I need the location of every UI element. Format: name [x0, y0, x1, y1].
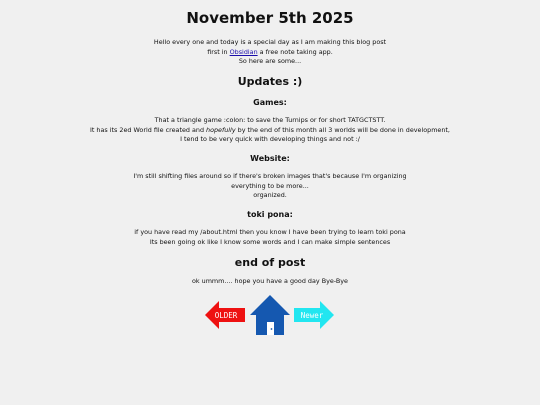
right-arrow-icon	[293, 300, 335, 330]
intro-line-1: Hello every one and today is a special day as I am making this blog post	[153, 38, 387, 46]
intro-line-2	[0, 48, 540, 58]
outro-paragraph	[0, 277, 540, 287]
toki-pona-line-2: Its been going ok like I know some words and I can make simple sentences	[149, 237, 391, 246]
left-arrow-icon	[204, 300, 246, 330]
games-line-2-emphasis: hopefully	[206, 125, 236, 134]
games-line-3: I tend to be very quick with developing things and not :/	[180, 135, 360, 144]
page-title: November 5th 2025	[186, 9, 354, 27]
outro-line: ok ummm.... hope you have a good day Bye-Bye	[192, 277, 348, 285]
intro-paragraph	[0, 38, 540, 67]
games-line-2-after: by the end of this month all 3 worlds will be done in development,	[235, 125, 450, 134]
house-door	[267, 322, 274, 335]
website-line-3: organized.	[253, 191, 287, 200]
toki-pona-paragraph	[0, 228, 540, 247]
games-paragraph	[0, 116, 540, 145]
obsidian-link[interactable]: Obsidian	[229, 47, 258, 56]
website-line-2: everything to be more...	[231, 181, 309, 190]
home-button[interactable]	[249, 294, 291, 336]
updates-heading: Updates :)	[237, 75, 303, 88]
games-line-2-before: It has its 2ed World file created and	[90, 125, 207, 134]
website-paragraph	[0, 172, 540, 201]
end-of-post-heading: end of post	[234, 256, 306, 269]
games-line-1: That a triangle game :colon: to save the Turnips or for short TATGCTSTT.	[154, 116, 386, 124]
intro-line-2-after: a free note taking app.	[257, 47, 333, 56]
post-navigation	[204, 294, 336, 338]
toki-pona-heading: toki pona:	[247, 210, 293, 219]
website-line-1: I'm still shifting files around so if there's broken images that's because I'm organizing	[133, 172, 407, 180]
games-line-2	[0, 126, 540, 136]
house-door-knob	[271, 328, 273, 330]
games-heading: Games:	[253, 98, 287, 107]
newer-post-button[interactable]	[293, 300, 335, 330]
older-post-button[interactable]	[204, 300, 246, 330]
house-icon	[249, 294, 291, 336]
older-label: OLDER	[214, 311, 238, 320]
intro-line-2-before: first in	[207, 47, 230, 56]
toki-pona-line-1: if you have read my /about.html then you know I have been trying to learn toki pona	[134, 228, 406, 236]
newer-label: Newer	[300, 311, 324, 320]
intro-line-3: So here are some...	[238, 57, 302, 66]
website-heading: Website:	[250, 154, 290, 163]
